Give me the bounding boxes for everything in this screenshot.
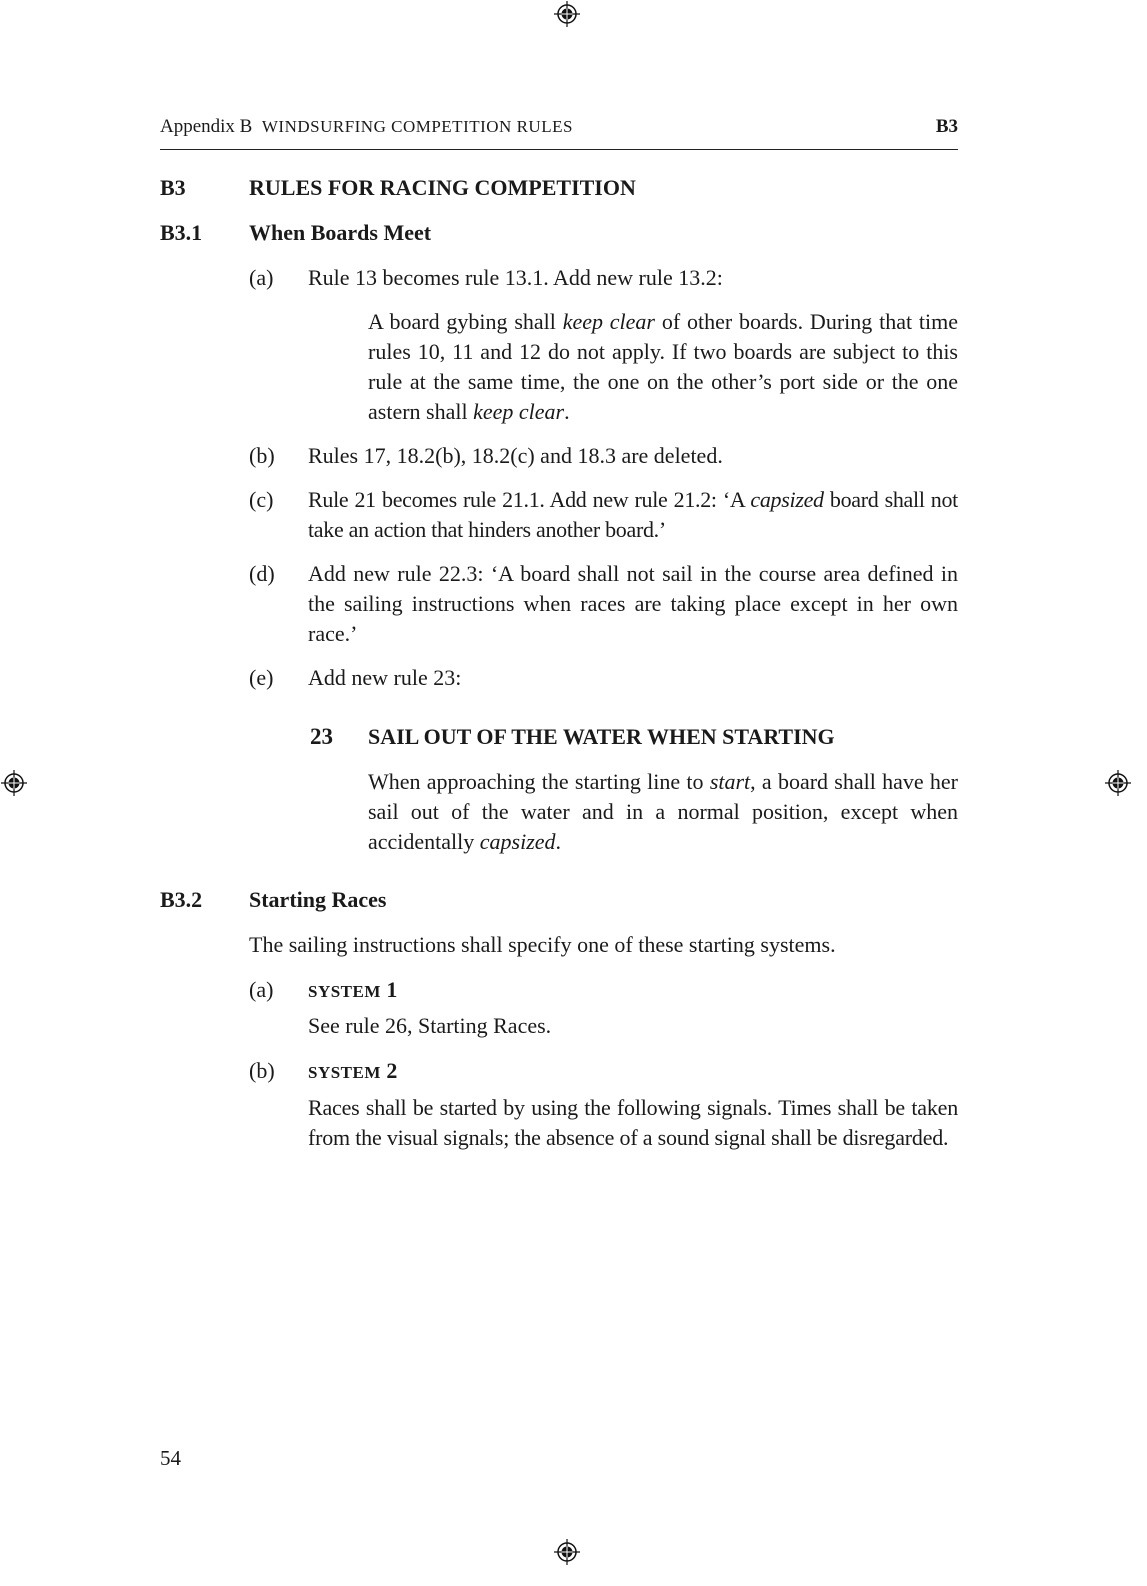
item-label: (a) [249, 265, 274, 290]
subsection-title: When Boards Meet [249, 220, 432, 245]
registration-mark-icon [1105, 770, 1131, 796]
page-number: 54 [160, 1446, 181, 1470]
subsection-number: B3.1 [160, 220, 203, 245]
item-text: See rule 26, Starting Races. [308, 1013, 552, 1038]
item-label: (b) [249, 443, 275, 468]
item-label: (d) [249, 561, 275, 586]
system-heading: SYSTEM 2 [308, 1058, 398, 1083]
rule-title: SAIL OUT OF THE WATER WHEN STARTING [368, 724, 835, 749]
item-label: (b) [249, 1058, 275, 1083]
rule-text: When approaching the starting line to start, a board shall have her sail out of the water and in a normal position, except when accidentally capsized. [368, 769, 959, 854]
item-text: Add new rule 23: [308, 665, 462, 690]
item-text: Rule 21 becomes rule 21.1. Add new rule 21.2: ‘A capsized board shall not take an action that hinders another board.’ [308, 487, 958, 542]
system-heading: SYSTEM 1 [308, 977, 398, 1002]
subsection-title: Starting Races [249, 887, 387, 912]
registration-mark-icon [554, 1539, 580, 1565]
registration-mark-icon [554, 1, 580, 27]
header-rule [160, 149, 958, 150]
subsection-number: B3.2 [160, 887, 203, 912]
item-text: Rules 17, 18.2(b), 18.2(c) and 18.3 are deleted. [308, 443, 723, 468]
item-text: Rule 13 becomes rule 13.1. Add new rule 13.2: [308, 265, 723, 290]
section-number: B3 [160, 175, 186, 200]
rule-number: 23 [310, 724, 333, 749]
item-text: Add new rule 22.3: ‘A board shall not sail in the course area defined in the sailing instructions when races are taking place except in her own race.’ [308, 561, 958, 646]
item-label: (c) [249, 487, 274, 512]
header-title: WINDSURFING COMPETITION RULES [261, 117, 573, 136]
quoted-rule: A board gybing shall keep clear of other boards. During that time rules 10, 11 and 12 do not apply. If two boards are subject to this rule at the same time, the one on the other’s port side or the one astern shall keep clear. [368, 309, 958, 424]
registration-mark-icon [1, 770, 27, 796]
item-label: (e) [249, 665, 274, 690]
running-header [160, 114, 958, 140]
item-text: Races shall be started by using the following signals. Times shall be taken from the visual signals; the absence of a sound signal shall be disregarded. [308, 1095, 958, 1150]
intro-text: The sailing instructions shall specify one of these starting systems. [249, 932, 836, 957]
item-label: (a) [249, 977, 274, 1002]
section-title: RULES FOR RACING COMPETITION [249, 175, 636, 200]
header-appendix: Appendix B [160, 116, 253, 137]
header-section: B3 [935, 116, 958, 137]
